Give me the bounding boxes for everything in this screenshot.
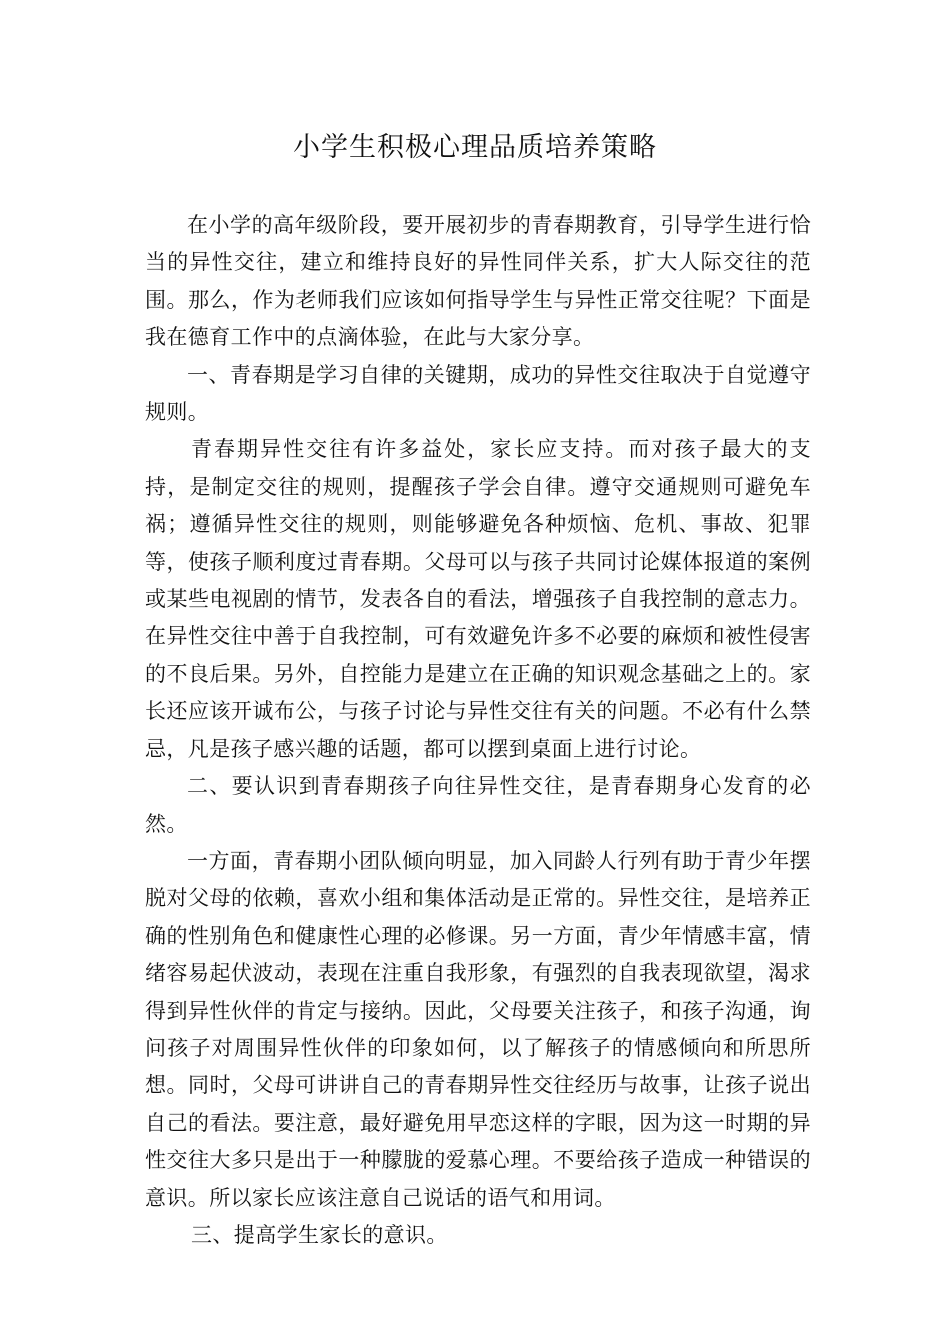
section-heading-2: 二、要认识到青春期孩子向往异性交往，是青春期身心发育的必然。	[145, 774, 811, 836]
section-heading-1: 一、青春期是学习自律的关键期，成功的异性交往取决于自觉遵守规则。	[145, 362, 811, 425]
paragraph-section-2: 一方面，青春期小团队倾向明显，加入同龄人行列有助于青少年摆脱对父母的依赖，喜欢小组和集体活动是正常的。异性交往，是培养正确的性别角色和健康性心理的必修课。另一方面，青少年情感丰富，情绪容易起伏波动，表现在注重自我形象，有强烈的自我表现欲望，渴求得到异性伙伴的肯定与接纳。因此，父母要关注孩子，和孩子沟通，询问孩子对周围异性伙伴的印象如何，以了解孩子的情感倾向和所思所想。同时，父母可讲讲自己的青春期异性交往经历与故事，让孩子说出自己的看法。要注意，最好避免用早恋这样的字眼，因为这一时期的异性交往大多只是出于一种朦胧的爱慕心理。不要给孩子造成一种错误的意识。所以家长应该注意自己说话的语气和用词。	[145, 848, 811, 1210]
document-body	[145, 207, 811, 1254]
paragraph-section-1: 青春期异性交往有许多益处，家长应支持。而对孩子最大的支持，是制定交往的规则，提醒孩子学会自律。遵守交通规则可避免车祸；遵循异性交往的规则，则能够避免各种烦恼、危机、事故、犯罪等，使孩子顺利度过青春期。父母可以与孩子共同讨论媒体报道的案例或某些电视剧的情节，发表各自的看法，增强孩子自我控制的意志力。在异性交往中善于自我控制，可有效避免许多不必要的麻烦和被性侵害的不良后果。另外，自控能力是建立在正确的知识观念基础之上的。家长还应该开诚布公，与孩子讨论与异性交往有关的问题。不必有什么禁忌，凡是孩子感兴趣的话题，都可以摆到桌面上进行讨论。	[145, 437, 811, 761]
document-title: 小学生积极心理品质培养策略	[293, 132, 657, 163]
paragraph-intro: 在小学的高年级阶段，要开展初步的青春期教育，引导学生进行恰当的异性交往，建立和维持良好的异性同伴关系，扩大人际交往的范围。那么，作为老师我们应该如何指导学生与异性正常交往呢？下面是我在德育工作中的点滴体验，在此与大家分享。	[145, 213, 811, 350]
section-heading-3: 三、提高学生家长的意识。	[191, 1222, 448, 1247]
